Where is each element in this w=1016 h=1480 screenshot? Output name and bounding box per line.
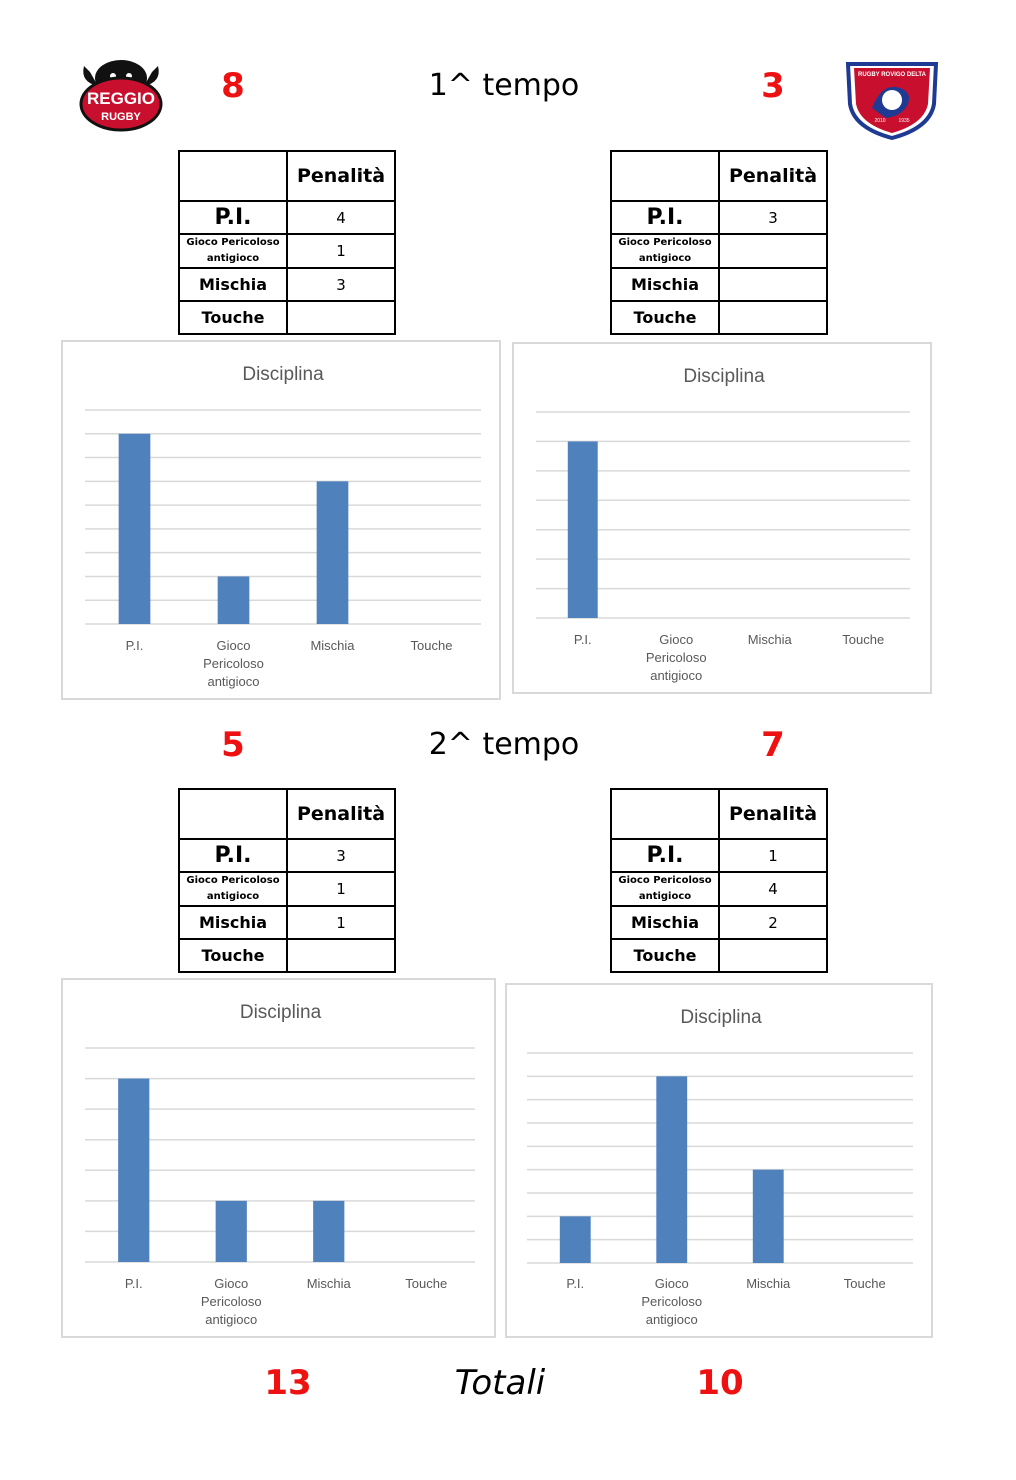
second-half-home-score: 5 [221, 725, 245, 765]
away-logo-year-left: 2010 [874, 118, 886, 124]
category-label: Touche [405, 1276, 448, 1291]
chart-svg [507, 985, 935, 1340]
category-label: Touche [410, 638, 453, 653]
second-half-label: 2^ tempo [428, 727, 580, 762]
chart-svg [514, 344, 934, 696]
row-label-gioco: Gioco Pericoloso antigioco [179, 234, 287, 268]
bar [753, 1170, 784, 1263]
category-label: P.I. [124, 1276, 143, 1291]
bar [568, 441, 598, 618]
table-corner [611, 789, 719, 839]
category-label: Gioco [654, 1276, 689, 1291]
category-label: Gioco [659, 632, 694, 647]
row-label-gioco: Gioco Pericoloso antigioco [611, 872, 719, 906]
category-label: antigioco [645, 1312, 698, 1327]
category-label: Mischia [747, 632, 792, 647]
value-pi: 4 [287, 201, 395, 234]
away-logo-year-right: 1935 [898, 118, 910, 124]
chart-title: Disciplina [680, 1007, 762, 1028]
second-half-away-score: 7 [761, 725, 785, 765]
value-gioco: 1 [287, 234, 395, 268]
home-team-logo [76, 52, 166, 134]
row-label-mischia: Mischia [179, 906, 287, 939]
value-touche [287, 939, 395, 972]
value-touche [719, 939, 827, 972]
category-label: Touche [842, 632, 885, 647]
value-pi: 3 [719, 201, 827, 234]
chart-title: Disciplina [683, 366, 765, 387]
table-header: Penalità [287, 789, 395, 839]
chart-second-half-away [505, 983, 933, 1338]
value-mischia: 1 [287, 906, 395, 939]
chart-svg [63, 342, 503, 702]
second-half-away-table [610, 788, 828, 973]
bar [317, 481, 349, 624]
first-half-label: 1^ tempo [428, 68, 580, 103]
home-logo-text-bottom: RUGBY [101, 111, 141, 123]
chart-first-half-home [61, 340, 501, 700]
bar [119, 434, 151, 624]
row-label-touche: Touche [179, 939, 287, 972]
value-touche [287, 301, 395, 334]
bar [218, 576, 250, 624]
bar [313, 1201, 344, 1262]
table-header: Penalità [719, 151, 827, 201]
category-label: Mischia [746, 1276, 791, 1291]
value-pi: 3 [287, 839, 395, 872]
row-label-touche: Touche [611, 301, 719, 334]
value-gioco: 1 [287, 872, 395, 906]
value-mischia: 2 [719, 906, 827, 939]
category-label: antigioco [650, 668, 703, 683]
value-mischia: 3 [287, 268, 395, 301]
category-label: Pericoloso [645, 650, 707, 665]
bar [560, 1216, 591, 1263]
total-home-score: 13 [264, 1363, 312, 1403]
first-half-home-table [178, 150, 396, 335]
home-logo-text-top: REGGIO [86, 89, 156, 108]
category-label: Gioco [216, 638, 251, 653]
bar [216, 1201, 247, 1262]
value-mischia [719, 268, 827, 301]
first-half-away-score: 3 [761, 66, 785, 106]
second-half-home-table [178, 788, 396, 973]
row-label-touche: Touche [179, 301, 287, 334]
category-label: Gioco [214, 1276, 249, 1291]
bar [656, 1076, 687, 1263]
away-logo-text: RUGBY ROVIGO DELTA [857, 72, 927, 78]
category-label: P.I. [566, 1276, 585, 1291]
category-label: antigioco [205, 1312, 258, 1327]
row-label-pi: P.I. [611, 201, 719, 234]
row-label-gioco: Gioco Pericoloso antigioco [179, 872, 287, 906]
table-corner [611, 151, 719, 201]
table-corner [179, 789, 287, 839]
first-half-home-score: 8 [221, 66, 245, 106]
category-label: Mischia [310, 638, 355, 653]
row-label-mischia: Mischia [611, 906, 719, 939]
chart-second-half-home [61, 978, 496, 1338]
chart-svg [63, 980, 498, 1340]
table-corner [179, 151, 287, 201]
category-label: P.I. [125, 638, 144, 653]
first-half-away-table [610, 150, 828, 335]
category-label: antigioco [207, 674, 260, 689]
chart-title: Disciplina [239, 1002, 322, 1023]
value-gioco [719, 234, 827, 268]
row-label-pi: P.I. [179, 201, 287, 234]
totals-label: Totali [454, 1363, 546, 1403]
row-label-pi: P.I. [179, 839, 287, 872]
category-label: P.I. [573, 632, 592, 647]
away-team-logo [842, 58, 942, 140]
row-label-touche: Touche [611, 939, 719, 972]
row-label-mischia: Mischia [611, 268, 719, 301]
category-label: Mischia [306, 1276, 351, 1291]
category-label: Touche [843, 1276, 886, 1291]
table-header: Penalità [287, 151, 395, 201]
chart-first-half-away [512, 342, 932, 694]
chart-title: Disciplina [242, 364, 324, 385]
value-pi: 1 [719, 839, 827, 872]
table-header: Penalità [719, 789, 827, 839]
row-label-gioco: Gioco Pericoloso antigioco [611, 234, 719, 268]
total-away-score: 10 [696, 1363, 744, 1403]
value-touche [719, 301, 827, 334]
value-gioco: 4 [719, 872, 827, 906]
category-label: Pericoloso [641, 1294, 703, 1309]
category-label: Pericoloso [203, 656, 264, 671]
row-label-mischia: Mischia [179, 268, 287, 301]
bar [118, 1079, 149, 1262]
category-label: Pericoloso [200, 1294, 262, 1309]
row-label-pi: P.I. [611, 839, 719, 872]
